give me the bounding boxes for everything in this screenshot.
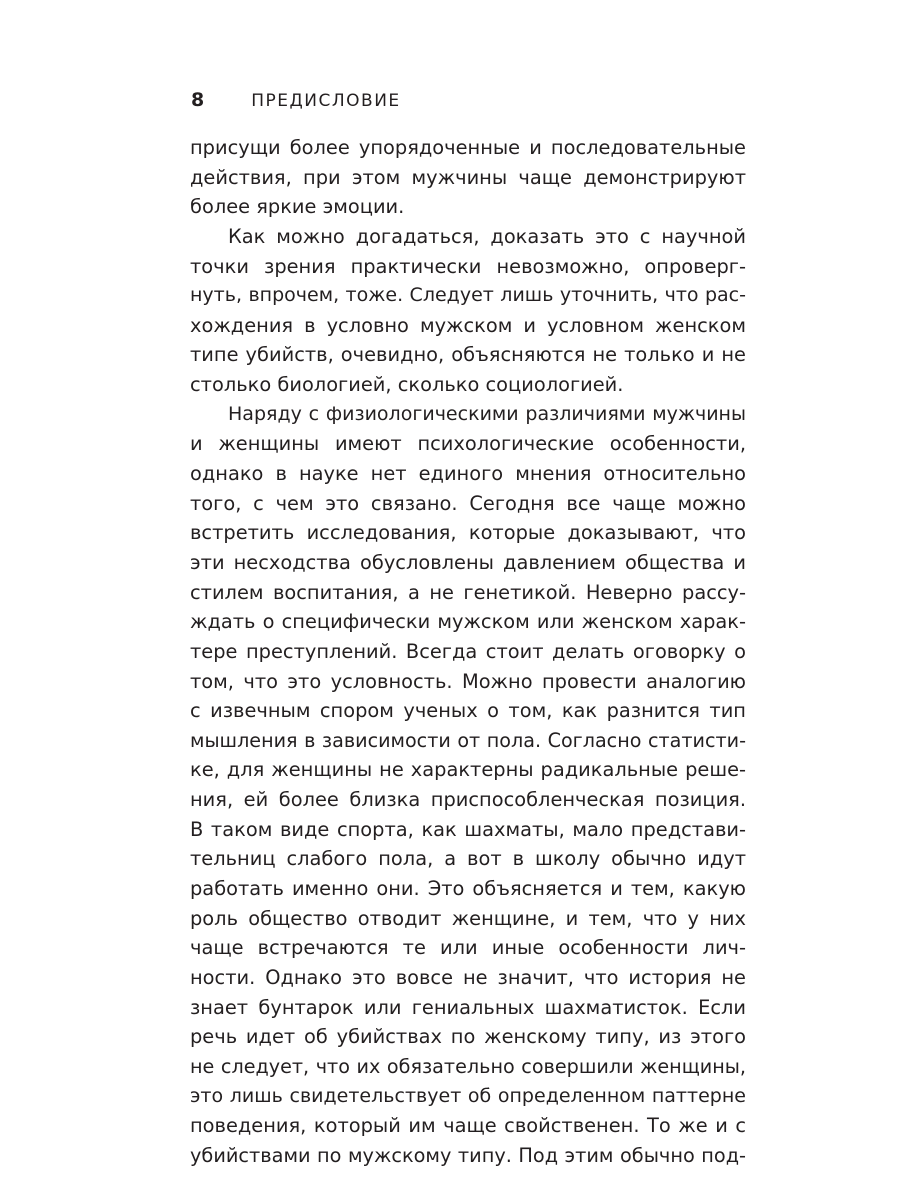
text-line: с извечным спором ученых о том, как разнится тип [190,699,746,723]
text-line: ния, ей более близка приспособленческая позиция. [190,788,746,812]
text-line: роль общество отводит женщине, и тем, что у них [190,906,746,930]
text-line: встретить исследования, которые доказывают, что [190,521,746,545]
text-line: эти несходства обусловлены давлением общества и [190,550,746,574]
page-number: 8 [191,89,205,111]
text-line: тере преступлений. Всегда стоит делать оговорку о [190,639,746,663]
text-line: ждать о специфически мужском или женском харак- [190,610,746,634]
text-line: ности. Однако это вовсе не значит, что история не [190,965,746,989]
text-line: хождения в условно мужском и условном женском [190,313,746,337]
text-line: это лишь свидетельствует об определенном паттерне [190,1084,746,1107]
running-header [191,89,401,113]
text-line: присущи более упорядоченные и последовательные [190,136,746,159]
text-line: более яркие эмоции. [190,195,405,219]
text-line: действия, при этом мужчины чаще демонстрируют [190,165,746,189]
text-line: работать именно они. Это объясняется и тем, какую [190,877,746,901]
text-line: того, с чем это связано. Сегодня все чаще можно [190,491,746,515]
text-line: убийствами по мужскому типу. Под этим обычно под- [190,1143,746,1167]
text-line: не следует, что их обязательно совершили женщины, [190,1054,746,1078]
text-line: знает бунтарок или гениальных шахматисток. Если [190,995,746,1019]
text-line: точки зрения практически невозможно, опроверг- [190,254,746,278]
text-line: нуть, впрочем, тоже. Следует лишь уточнить, что рас- [190,284,746,307]
text-line: тельниц слабого пола, а вот в школу обычно идут [190,847,746,871]
text-line: столько биологией, сколько социологией. [190,373,624,397]
text-line: мышления в зависимости от пола. Согласно статисти- [190,728,746,752]
text-line: ке, для женщины не характерны радикальные реше- [190,758,746,782]
text-line: речь идет об убийствах по женскому типу, из этого [190,1025,746,1049]
text-line: типе убийств, очевидно, объясняются не только и не [190,343,746,367]
running-head-title: ПРЕДИСЛОВИЕ [251,91,401,111]
text-line: стилем воспитания, а не генетикой. Неверно рассу- [190,580,746,604]
text-line: чаще встречаются те или иные особенности лич- [190,936,746,960]
text-line: В таком виде спорта, как шахматы, мало представи- [190,817,746,841]
text-line: Как можно догадаться, доказать это с научной [228,224,746,248]
text-line: и женщины имеют психологические особенности, [190,432,746,456]
body-text [190,133,746,1170]
text-line: однако в науке нет единого мнения относительно [190,462,746,486]
text-line: Наряду с физиологическими различиями мужчины [228,402,746,425]
text-line: поведения, который им чаще свойственен. То же и с [190,1114,746,1138]
text-line: том, что это условность. Можно провести аналогию [190,669,746,693]
